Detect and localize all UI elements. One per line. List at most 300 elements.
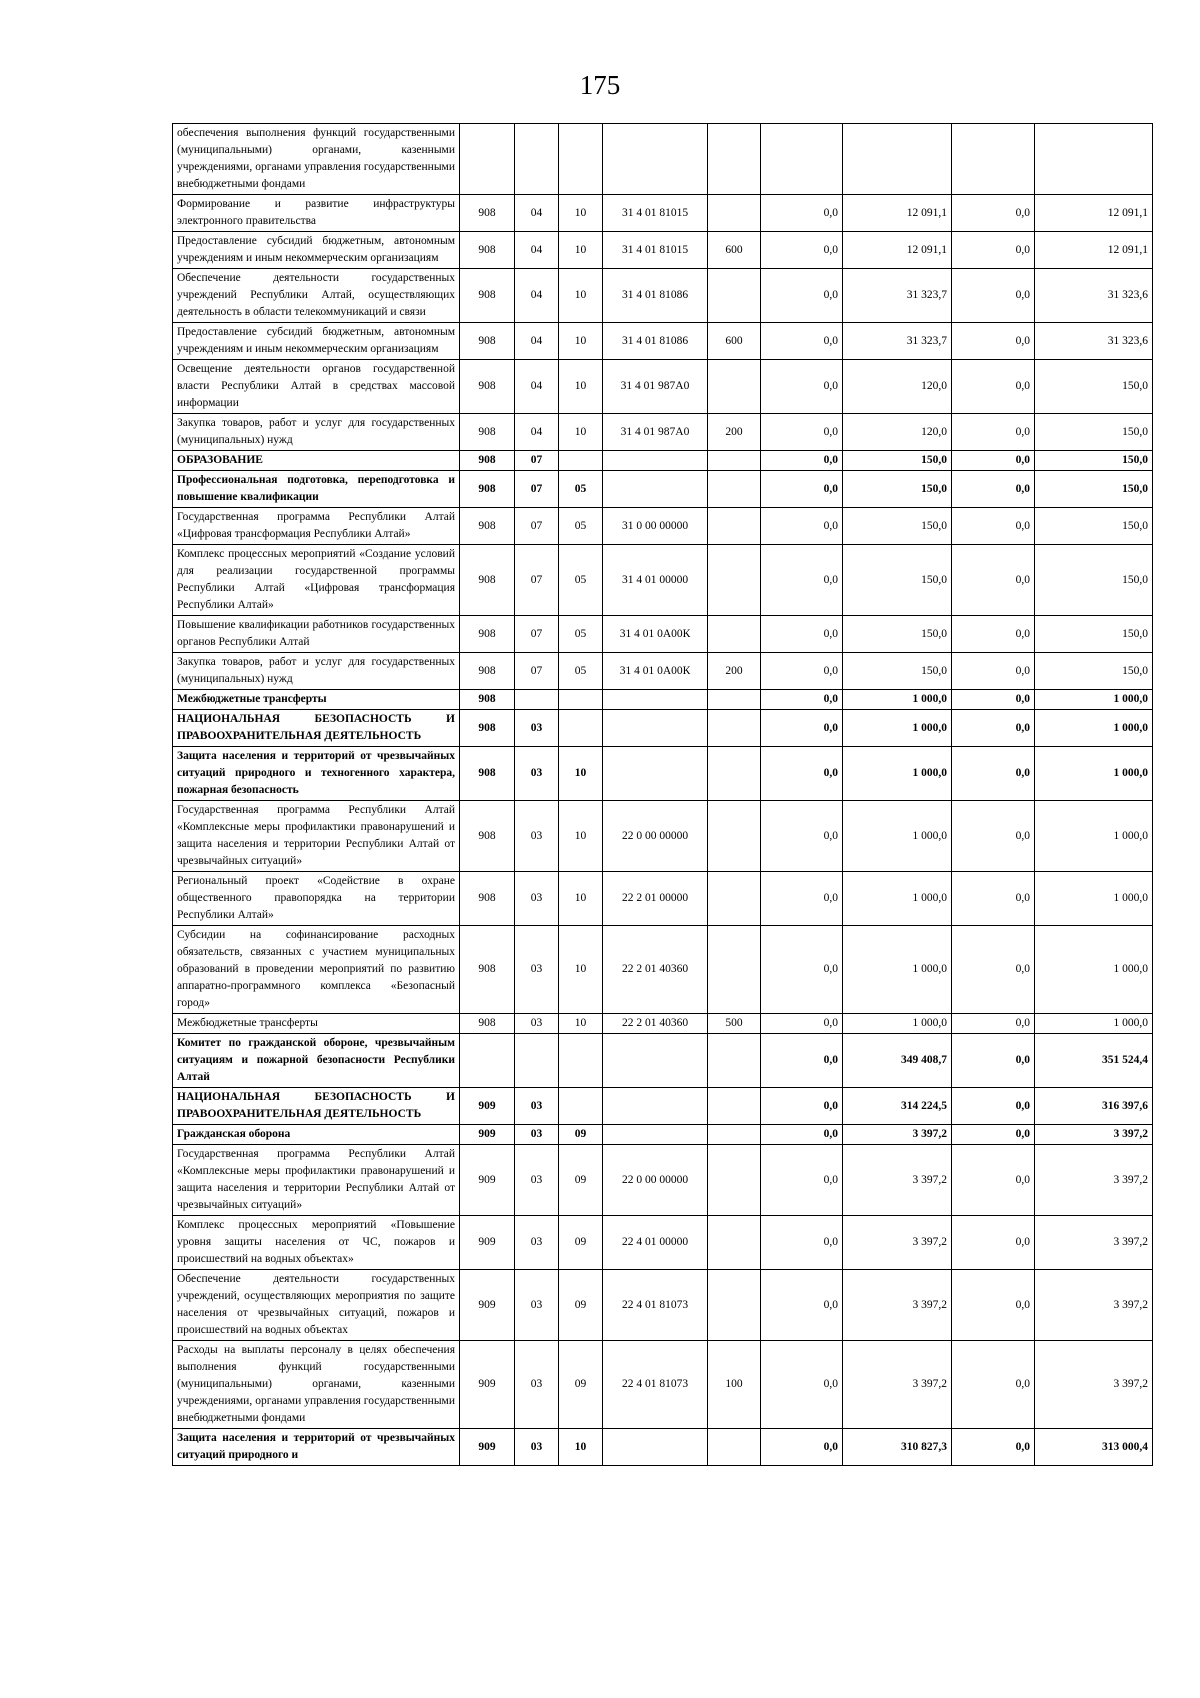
cell-section-code: 03 [515,1014,559,1034]
cell-ministry-code: 909 [460,1429,515,1466]
cell-section-code: 03 [515,710,559,747]
cell-amount-4: 313 000,4 [1035,1429,1153,1466]
cell-amount-3: 0,0 [952,1216,1035,1270]
cell-ministry-code [460,124,515,195]
table-row [173,1034,1153,1088]
cell-section-code [515,690,559,710]
cell-amount-1 [761,124,843,195]
cell-amount-3: 0,0 [952,1145,1035,1216]
cell-name: Предоставление субсидий бюджетным, автономным учреждениям и иным некоммерческим организациям [173,232,460,269]
cell-ministry-code [460,1034,515,1088]
cell-subsection-code: 05 [559,508,603,545]
cell-amount-2: 349 408,7 [843,1034,952,1088]
cell-target-article: 22 4 01 81073 [603,1341,708,1429]
cell-subsection-code: 05 [559,545,603,616]
cell-amount-1: 0,0 [761,872,843,926]
cell-amount-1: 0,0 [761,471,843,508]
cell-expense-type [708,124,761,195]
cell-target-article [603,124,708,195]
cell-amount-3: 0,0 [952,232,1035,269]
cell-target-article: 22 0 00 00000 [603,1145,708,1216]
cell-amount-2: 310 827,3 [843,1429,952,1466]
cell-subsection-code: 05 [559,471,603,508]
table-row [173,414,1153,451]
cell-target-article: 22 0 00 00000 [603,801,708,872]
cell-amount-1: 0,0 [761,451,843,471]
cell-name: Государственная программа Республики Алтай «Комплексные меры профилактики правонарушений и защита населения и территории Республики Алтай от чрезвычайных ситуаций» [173,1145,460,1216]
cell-amount-1: 0,0 [761,1270,843,1341]
cell-target-article: 22 2 01 00000 [603,872,708,926]
cell-name: НАЦИОНАЛЬНАЯ БЕЗОПАСНОСТЬ И ПРАВООХРАНИТЕЛЬНАЯ ДЕЯТЕЛЬНОСТЬ [173,710,460,747]
table-row [173,690,1153,710]
cell-amount-3: 0,0 [952,545,1035,616]
cell-target-article [603,747,708,801]
cell-ministry-code: 908 [460,195,515,232]
budget-table-body [173,124,1153,1466]
cell-amount-2: 12 091,1 [843,195,952,232]
cell-amount-2: 3 397,2 [843,1270,952,1341]
cell-amount-4: 31 323,6 [1035,269,1153,323]
cell-expense-type [708,471,761,508]
cell-expense-type [708,690,761,710]
cell-target-article: 22 2 01 40360 [603,926,708,1014]
cell-amount-3: 0,0 [952,269,1035,323]
cell-ministry-code: 909 [460,1088,515,1125]
cell-name: Расходы на выплаты персоналу в целях обеспечения выполнения функций государственными (муниципальными) органами, казенными учреждениями, органами управления государственными внебюджетными фондами [173,1341,460,1429]
cell-name: Комитет по гражданской обороне, чрезвычайным ситуациям и пожарной безопасности Республики Алтай [173,1034,460,1088]
cell-amount-2: 3 397,2 [843,1341,952,1429]
cell-amount-3: 0,0 [952,471,1035,508]
cell-subsection-code [559,1088,603,1125]
cell-subsection-code: 09 [559,1145,603,1216]
cell-target-article: 31 4 01 81015 [603,195,708,232]
cell-subsection-code: 09 [559,1125,603,1145]
cell-ministry-code: 908 [460,471,515,508]
cell-amount-3: 0,0 [952,1125,1035,1145]
page-number: 175 [579,70,621,100]
cell-subsection-code [559,451,603,471]
cell-amount-1: 0,0 [761,414,843,451]
cell-section-code [515,124,559,195]
cell-name: Формирование и развитие инфраструктуры электронного правительства [173,195,460,232]
cell-target-article [603,471,708,508]
cell-amount-4 [1035,124,1153,195]
table-row [173,360,1153,414]
cell-target-article: 31 4 01 00000 [603,545,708,616]
cell-expense-type [708,1429,761,1466]
table-row [173,451,1153,471]
cell-amount-1: 0,0 [761,1341,843,1429]
cell-subsection-code: 05 [559,616,603,653]
cell-section-code: 03 [515,1145,559,1216]
cell-amount-4: 3 397,2 [1035,1145,1153,1216]
cell-section-code: 04 [515,414,559,451]
cell-amount-4: 1 000,0 [1035,747,1153,801]
cell-expense-type: 600 [708,323,761,360]
cell-section-code: 03 [515,1088,559,1125]
cell-ministry-code: 908 [460,690,515,710]
cell-amount-1: 0,0 [761,1125,843,1145]
cell-amount-3: 0,0 [952,195,1035,232]
cell-target-article: 22 2 01 40360 [603,1014,708,1034]
cell-target-article: 31 4 01 987А0 [603,414,708,451]
cell-amount-4: 316 397,6 [1035,1088,1153,1125]
cell-amount-2: 150,0 [843,616,952,653]
cell-amount-3: 0,0 [952,1270,1035,1341]
table-row [173,872,1153,926]
cell-expense-type: 200 [708,653,761,690]
cell-subsection-code: 10 [559,1014,603,1034]
cell-amount-3: 0,0 [952,1034,1035,1088]
cell-name: Защита населения и территорий от чрезвычайных ситуаций природного и техногенного характера, пожарная безопасность [173,747,460,801]
cell-expense-type [708,1216,761,1270]
cell-amount-3: 0,0 [952,1429,1035,1466]
cell-target-article [603,1429,708,1466]
cell-name: Защита населения и территорий от чрезвычайных ситуаций природного и [173,1429,460,1466]
cell-target-article [603,690,708,710]
cell-amount-2: 150,0 [843,545,952,616]
table-row [173,710,1153,747]
cell-amount-3: 0,0 [952,747,1035,801]
cell-amount-4: 351 524,4 [1035,1034,1153,1088]
table-row [173,747,1153,801]
cell-name: Государственная программа Республики Алтай «Цифровая трансформация Республики Алтай» [173,508,460,545]
cell-subsection-code: 05 [559,653,603,690]
cell-ministry-code: 909 [460,1270,515,1341]
cell-amount-4: 150,0 [1035,653,1153,690]
cell-amount-1: 0,0 [761,653,843,690]
cell-expense-type [708,1088,761,1125]
cell-amount-1: 0,0 [761,269,843,323]
cell-section-code: 03 [515,1429,559,1466]
table-row [173,616,1153,653]
cell-amount-1: 0,0 [761,195,843,232]
cell-ministry-code: 908 [460,1014,515,1034]
cell-ministry-code: 908 [460,872,515,926]
cell-amount-3: 0,0 [952,690,1035,710]
table-row [173,323,1153,360]
cell-amount-2: 150,0 [843,653,952,690]
table-row [173,1341,1153,1429]
cell-amount-4: 12 091,1 [1035,195,1153,232]
cell-expense-type [708,451,761,471]
cell-amount-1: 0,0 [761,508,843,545]
table-row [173,1429,1153,1466]
cell-subsection-code: 09 [559,1216,603,1270]
cell-amount-2: 12 091,1 [843,232,952,269]
cell-amount-1: 0,0 [761,323,843,360]
cell-ministry-code: 908 [460,710,515,747]
cell-section-code: 07 [515,471,559,508]
cell-target-article [603,451,708,471]
cell-amount-4: 1 000,0 [1035,690,1153,710]
cell-ministry-code: 908 [460,545,515,616]
cell-name: Закупка товаров, работ и услуг для государственных (муниципальных) нужд [173,653,460,690]
cell-name: Профессиональная подготовка, переподготовка и повышение квалификации [173,471,460,508]
cell-amount-2: 3 397,2 [843,1125,952,1145]
cell-name: Межбюджетные трансферты [173,690,460,710]
cell-target-article: 31 4 01 81086 [603,323,708,360]
cell-amount-2: 150,0 [843,451,952,471]
table-row [173,508,1153,545]
cell-amount-4: 150,0 [1035,616,1153,653]
cell-expense-type [708,710,761,747]
cell-section-code: 07 [515,653,559,690]
cell-section-code: 07 [515,451,559,471]
cell-expense-type [708,269,761,323]
cell-amount-4: 12 091,1 [1035,232,1153,269]
cell-target-article: 31 4 01 81086 [603,269,708,323]
cell-name: Государственная программа Республики Алтай «Комплексные меры профилактики правонарушений и защита населения и территории Республики Алтай от чрезвычайных ситуаций» [173,801,460,872]
cell-amount-1: 0,0 [761,232,843,269]
cell-amount-4: 1 000,0 [1035,801,1153,872]
cell-expense-type: 200 [708,414,761,451]
cell-expense-type [708,872,761,926]
cell-target-article [603,1125,708,1145]
cell-amount-1: 0,0 [761,360,843,414]
cell-section-code: 07 [515,616,559,653]
cell-section-code: 03 [515,1125,559,1145]
cell-expense-type [708,616,761,653]
cell-amount-4: 3 397,2 [1035,1216,1153,1270]
cell-subsection-code: 10 [559,232,603,269]
cell-section-code: 07 [515,545,559,616]
cell-amount-2: 31 323,7 [843,269,952,323]
cell-ministry-code: 909 [460,1341,515,1429]
cell-expense-type [708,1270,761,1341]
cell-amount-3: 0,0 [952,926,1035,1014]
cell-amount-4: 1 000,0 [1035,872,1153,926]
cell-name: Закупка товаров, работ и услуг для государственных (муниципальных) нужд [173,414,460,451]
cell-amount-2: 3 397,2 [843,1216,952,1270]
cell-ministry-code: 908 [460,451,515,471]
cell-amount-3 [952,124,1035,195]
table-row [173,653,1153,690]
cell-amount-4: 150,0 [1035,545,1153,616]
cell-amount-1: 0,0 [761,616,843,653]
cell-amount-2: 120,0 [843,414,952,451]
cell-expense-type [708,195,761,232]
cell-target-article: 22 4 01 00000 [603,1216,708,1270]
cell-amount-1: 0,0 [761,545,843,616]
table-row [173,471,1153,508]
cell-subsection-code: 10 [559,323,603,360]
cell-amount-4: 1 000,0 [1035,1014,1153,1034]
cell-expense-type: 600 [708,232,761,269]
cell-amount-3: 0,0 [952,451,1035,471]
cell-amount-4: 1 000,0 [1035,926,1153,1014]
table-row [173,1125,1153,1145]
cell-section-code: 04 [515,195,559,232]
cell-subsection-code: 10 [559,195,603,232]
cell-target-article [603,710,708,747]
cell-amount-1: 0,0 [761,710,843,747]
cell-section-code: 04 [515,360,559,414]
cell-name: Обеспечение деятельности государственных учреждений Республики Алтай, осуществляющих деятельность в области телекоммуникаций и связи [173,269,460,323]
cell-name: Комплекс процессных мероприятий «Создание условий для реализации государственной программы Республики Алтай «Цифровая трансформация Республики Алтай» [173,545,460,616]
cell-ministry-code: 908 [460,360,515,414]
cell-target-article: 22 4 01 81073 [603,1270,708,1341]
cell-ministry-code: 908 [460,269,515,323]
cell-amount-2: 150,0 [843,508,952,545]
cell-expense-type [708,747,761,801]
cell-target-article: 31 0 00 00000 [603,508,708,545]
cell-subsection-code: 09 [559,1270,603,1341]
cell-name: Обеспечение деятельности государственных учреждений, осуществляющих мероприятия по защите населения от чрезвычайных ситуаций, пожаров и происшествий на водных объектах [173,1270,460,1341]
cell-amount-1: 0,0 [761,1014,843,1034]
cell-target-article: 31 4 01 0А00К [603,653,708,690]
cell-ministry-code: 909 [460,1216,515,1270]
cell-expense-type: 500 [708,1014,761,1034]
cell-section-code: 04 [515,323,559,360]
cell-name: Повышение квалификации работников государственных органов Республики Алтай [173,616,460,653]
cell-subsection-code: 10 [559,801,603,872]
cell-target-article [603,1088,708,1125]
cell-target-article [603,1034,708,1088]
cell-amount-2: 31 323,7 [843,323,952,360]
cell-section-code: 03 [515,1270,559,1341]
cell-name: Субсидии на софинансирование расходных обязательств, связанных с участием муниципальных образований в проведении мероприятий по развитию аппаратно-программного комплекса «Безопасный город» [173,926,460,1014]
cell-amount-4: 150,0 [1035,451,1153,471]
cell-amount-2: 1 000,0 [843,1014,952,1034]
cell-amount-4: 3 397,2 [1035,1270,1153,1341]
cell-amount-4: 150,0 [1035,414,1153,451]
cell-subsection-code [559,1034,603,1088]
cell-ministry-code: 908 [460,323,515,360]
cell-amount-3: 0,0 [952,710,1035,747]
cell-amount-1: 0,0 [761,690,843,710]
cell-section-code [515,1034,559,1088]
cell-amount-2: 1 000,0 [843,872,952,926]
cell-ministry-code: 908 [460,508,515,545]
cell-amount-2: 1 000,0 [843,747,952,801]
cell-section-code: 07 [515,508,559,545]
cell-amount-3: 0,0 [952,1014,1035,1034]
cell-section-code: 04 [515,232,559,269]
cell-amount-4: 3 397,2 [1035,1341,1153,1429]
table-row [173,232,1153,269]
cell-amount-4: 3 397,2 [1035,1125,1153,1145]
cell-name: НАЦИОНАЛЬНАЯ БЕЗОПАСНОСТЬ И ПРАВООХРАНИТЕЛЬНАЯ ДЕЯТЕЛЬНОСТЬ [173,1088,460,1125]
budget-table [172,123,1153,1466]
table-row [173,1088,1153,1125]
cell-name: Региональный проект «Содействие в охране общественного правопорядка на территории Республики Алтай» [173,872,460,926]
cell-amount-1: 0,0 [761,926,843,1014]
cell-subsection-code [559,710,603,747]
cell-target-article: 31 4 01 0А00К [603,616,708,653]
cell-amount-3: 0,0 [952,653,1035,690]
table-row [173,545,1153,616]
cell-name: Предоставление субсидий бюджетным, автономным учреждениям и иным некоммерческим организациям [173,323,460,360]
cell-ministry-code: 908 [460,653,515,690]
cell-amount-3: 0,0 [952,323,1035,360]
cell-subsection-code: 10 [559,414,603,451]
cell-subsection-code: 10 [559,747,603,801]
cell-amount-3: 0,0 [952,414,1035,451]
cell-expense-type [708,1034,761,1088]
table-row [173,1014,1153,1034]
cell-expense-type [708,926,761,1014]
table-row [173,269,1153,323]
cell-section-code: 03 [515,747,559,801]
cell-amount-3: 0,0 [952,616,1035,653]
cell-amount-3: 0,0 [952,1341,1035,1429]
table-row [173,1145,1153,1216]
cell-subsection-code [559,690,603,710]
cell-amount-2: 150,0 [843,471,952,508]
cell-amount-1: 0,0 [761,747,843,801]
cell-amount-4: 150,0 [1035,471,1153,508]
cell-amount-1: 0,0 [761,1216,843,1270]
cell-ministry-code: 908 [460,414,515,451]
cell-section-code: 03 [515,1216,559,1270]
cell-expense-type [708,545,761,616]
cell-amount-2: 314 224,5 [843,1088,952,1125]
cell-section-code: 03 [515,926,559,1014]
cell-amount-2: 1 000,0 [843,926,952,1014]
cell-ministry-code: 908 [460,747,515,801]
cell-expense-type [708,1125,761,1145]
cell-ministry-code: 909 [460,1125,515,1145]
cell-subsection-code: 10 [559,926,603,1014]
cell-section-code: 04 [515,269,559,323]
cell-ministry-code: 908 [460,926,515,1014]
cell-amount-4: 150,0 [1035,508,1153,545]
cell-name: Гражданская оборона [173,1125,460,1145]
cell-name: Освещение деятельности органов государственной власти Республики Алтай в средствах массовой информации [173,360,460,414]
table-row [173,1216,1153,1270]
cell-expense-type [708,360,761,414]
cell-amount-4: 31 323,6 [1035,323,1153,360]
table-row [173,1270,1153,1341]
cell-amount-1: 0,0 [761,1429,843,1466]
cell-subsection-code: 10 [559,360,603,414]
cell-amount-2: 120,0 [843,360,952,414]
cell-ministry-code: 909 [460,1145,515,1216]
table-row [173,124,1153,195]
cell-amount-3: 0,0 [952,801,1035,872]
cell-subsection-code [559,124,603,195]
cell-amount-1: 0,0 [761,1034,843,1088]
cell-amount-2 [843,124,952,195]
cell-amount-1: 0,0 [761,1088,843,1125]
cell-amount-3: 0,0 [952,508,1035,545]
cell-section-code: 03 [515,801,559,872]
cell-subsection-code: 10 [559,269,603,323]
cell-amount-3: 0,0 [952,1088,1035,1125]
cell-name: обеспечения выполнения функций государственными (муниципальными) органами, казенными учреждениями, органами управления государственными внебюджетными фондами [173,124,460,195]
cell-amount-2: 3 397,2 [843,1145,952,1216]
cell-amount-1: 0,0 [761,1145,843,1216]
cell-subsection-code: 10 [559,1429,603,1466]
cell-amount-2: 1 000,0 [843,801,952,872]
cell-expense-type [708,508,761,545]
table-row [173,801,1153,872]
cell-expense-type [708,801,761,872]
cell-amount-1: 0,0 [761,801,843,872]
cell-subsection-code: 10 [559,872,603,926]
cell-amount-4: 1 000,0 [1035,710,1153,747]
cell-ministry-code: 908 [460,616,515,653]
cell-target-article: 31 4 01 81015 [603,232,708,269]
cell-ministry-code: 908 [460,801,515,872]
cell-expense-type [708,1145,761,1216]
cell-amount-4: 150,0 [1035,360,1153,414]
cell-section-code: 03 [515,872,559,926]
cell-target-article: 31 4 01 987А0 [603,360,708,414]
cell-amount-3: 0,0 [952,360,1035,414]
cell-amount-3: 0,0 [952,872,1035,926]
